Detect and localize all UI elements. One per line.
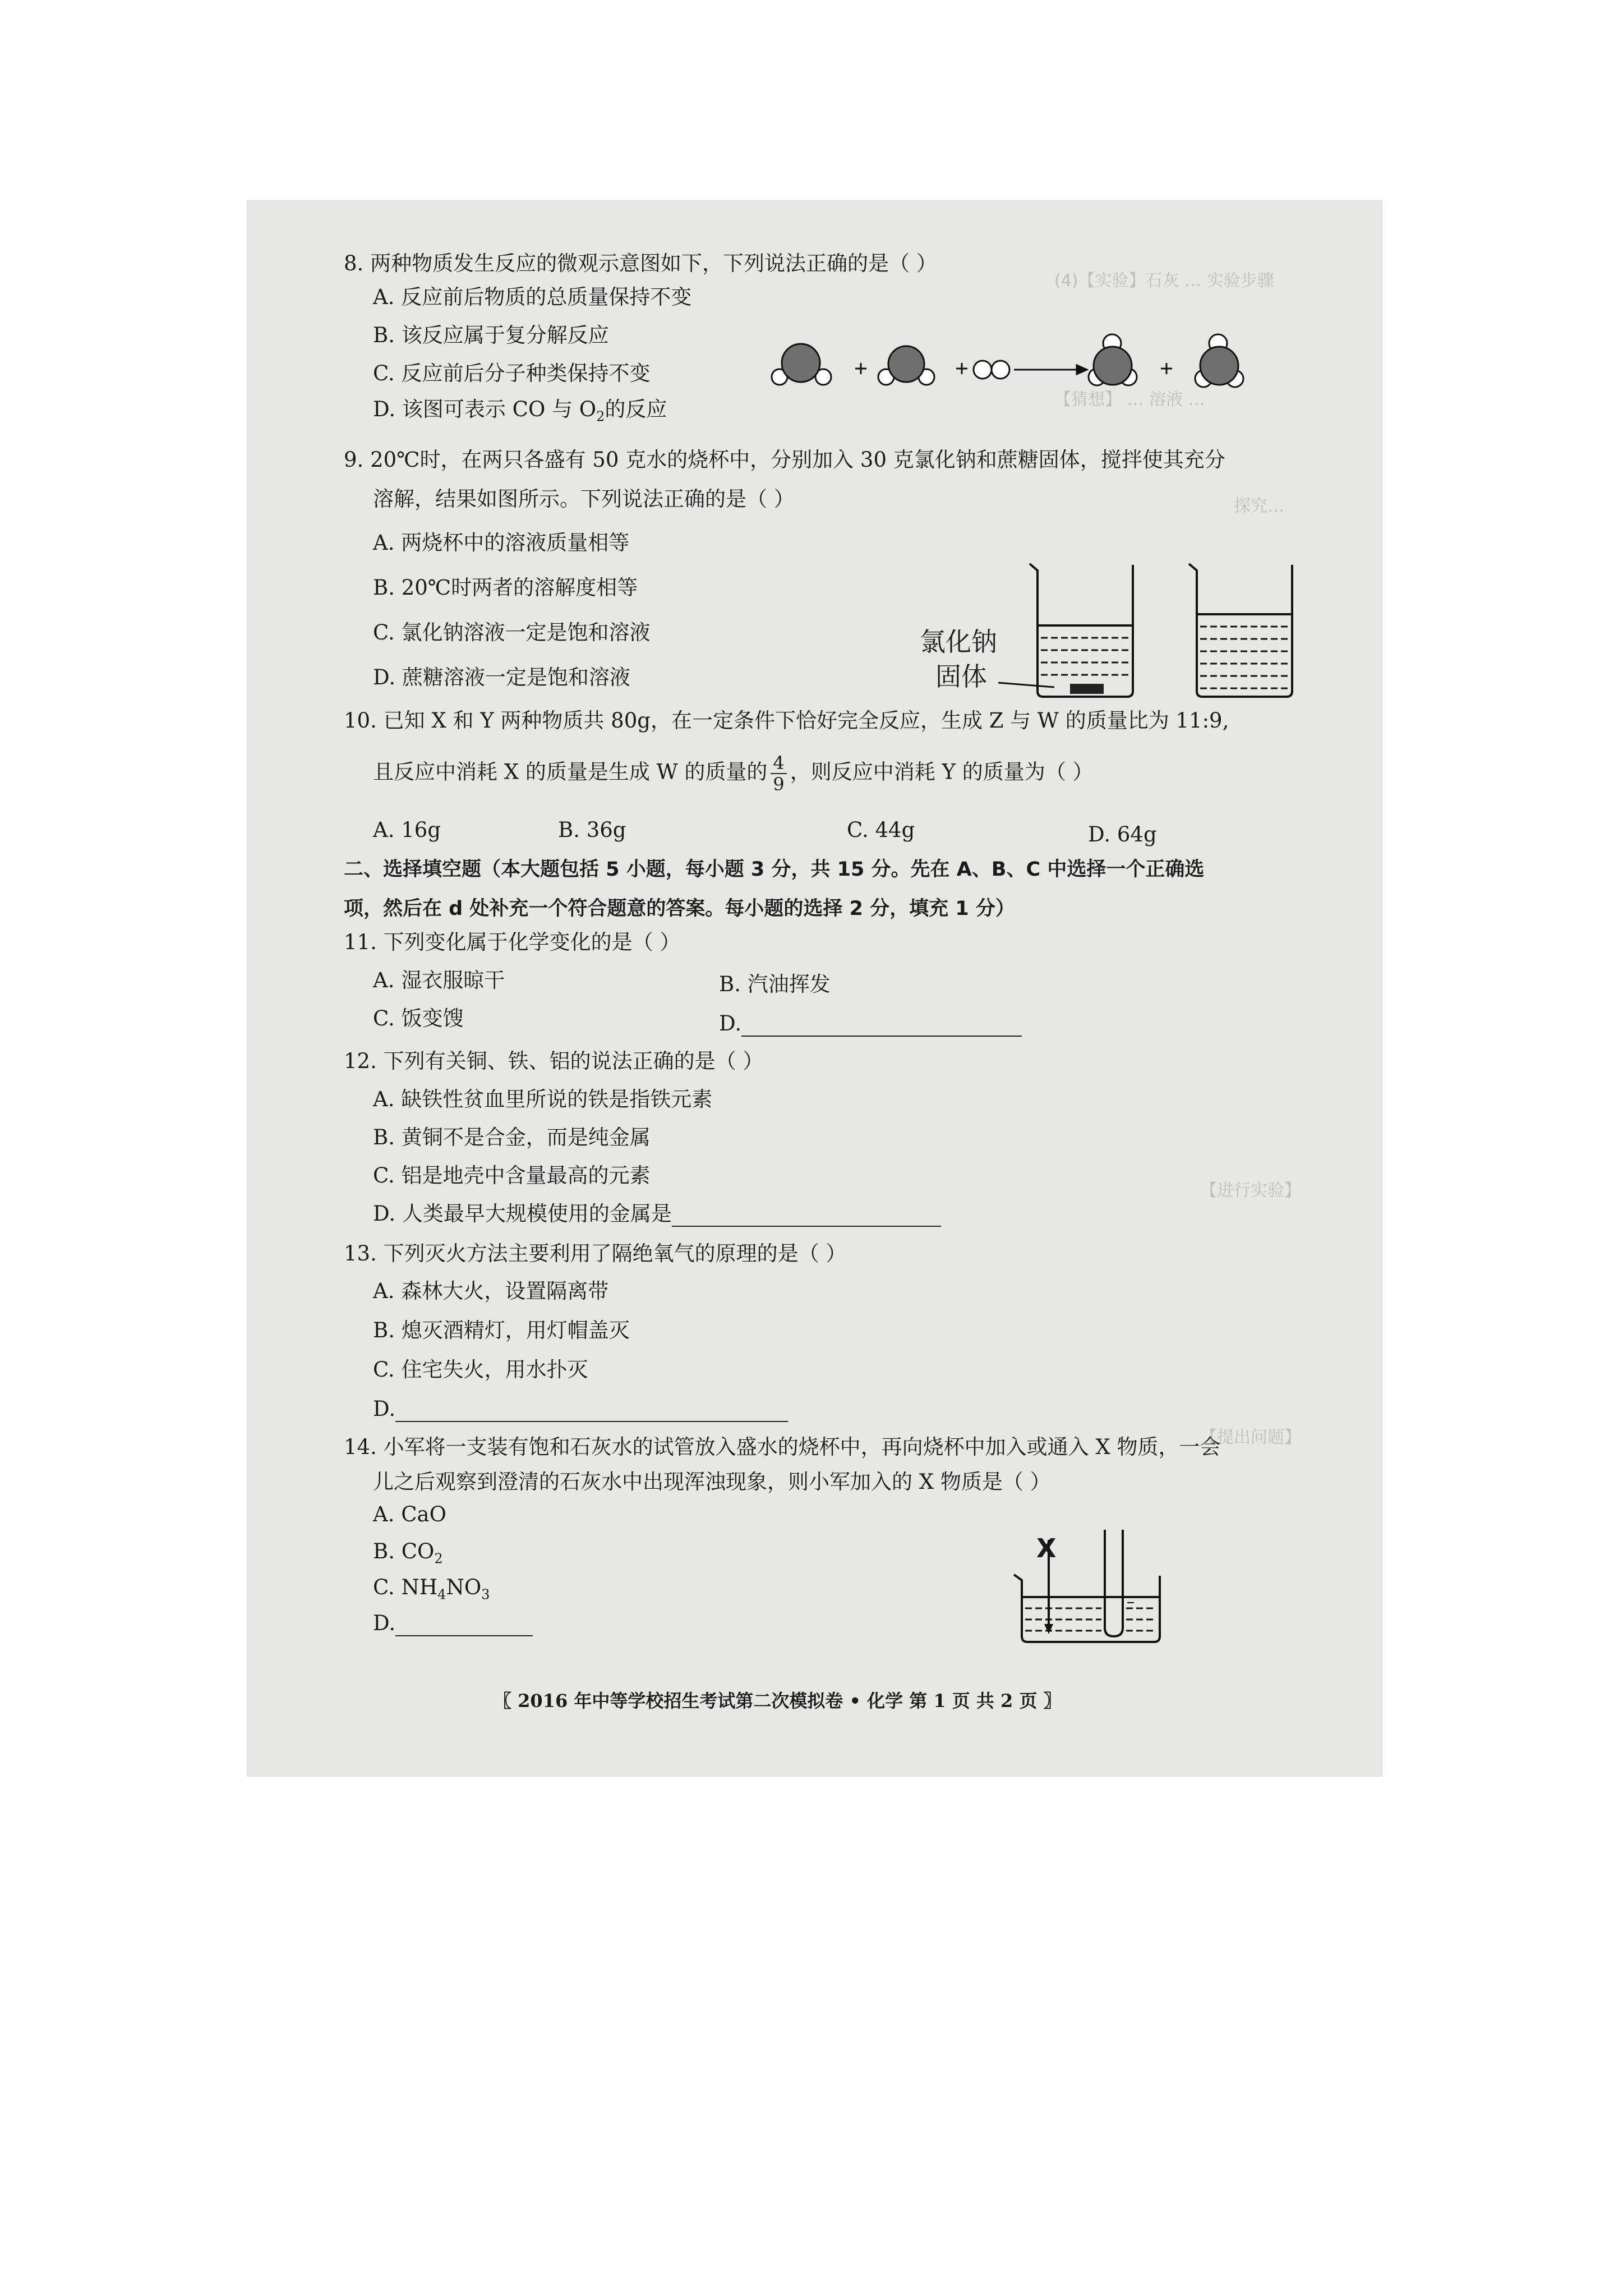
bleed-through-text: 【进行实验】: [1200, 1181, 1301, 1200]
q12-option-b: B. 黄铜不是合金，而是纯金属: [373, 1125, 651, 1149]
q13-stem: 13. 下列灭火方法主要利用了隔绝氧气的原理的是（ ）: [344, 1241, 847, 1266]
fraction-four-ninths: $\frac{4}{9}$: [771, 753, 786, 794]
q11-option-a: A. 湿衣服晾干: [373, 968, 505, 992]
q10-option-c: C. 44g: [847, 818, 915, 842]
beaker-test-tube-diagram: [1009, 1524, 1178, 1648]
q9-option-c: C. 氯化钠溶液一定是饱和溶液: [373, 620, 651, 645]
q9-option-d: D. 蔗糖溶液一定是饱和溶液: [373, 665, 630, 689]
q8-stem: 8. 两种物质发生反应的微观示意图如下，下列说法正确的是（ ）: [344, 251, 937, 275]
q11-answer-blank[interactable]: [741, 1015, 1022, 1037]
q8-option-d: D. 该图可表示 CO 与 $O_2$的反应: [373, 397, 667, 425]
page-footer: 〖 2016 年中等学校招生考试第二次模拟卷 • 化学 第 1 页 共 2 页 〗: [494, 1690, 1062, 1711]
section2-heading-line1: 二、选择填空题（本大题包括 5 小题，每小题 3 分，共 15 分。先在 A、B、C 中选择一个正确选: [344, 858, 1205, 881]
q10-stem-line1: 10. 已知 X 和 Y 两种物质共 80g，在一定条件下恰好完全反应，生成 Z 与 W 的质量比为 11:9,: [344, 708, 1229, 733]
q14-stem-line2: 儿之后观察到澄清的石灰水中出现浑浊现象，则小军加入的 X 物质是（ ）: [373, 1470, 1051, 1494]
q14-option-b: B. $CO_2$: [373, 1539, 443, 1567]
q9-option-a: A. 两烧杯中的溶液质量相等: [373, 531, 630, 555]
q14-option-c: C. $NH_4NO_3$: [373, 1575, 490, 1603]
q12-stem: 12. 下列有关铜、铁、铝的说法正确的是（ ）: [344, 1049, 764, 1073]
q11-stem: 11. 下列变化属于化学变化的是（ ）: [344, 930, 681, 954]
q12-option-d: D. 人类最早大规模使用的金属是: [373, 1201, 941, 1227]
q13-option-d: D.: [373, 1396, 788, 1422]
q11-option-d: D.: [719, 1011, 1022, 1037]
q11-option-b: B. 汽油挥发: [719, 972, 831, 996]
q14-x-label: X: [1036, 1533, 1057, 1563]
bleed-through-text: 探究…: [1234, 496, 1284, 516]
q13-answer-blank[interactable]: [395, 1401, 788, 1422]
q11-option-c: C. 饭变馊: [373, 1006, 464, 1030]
q10-option-d: D. 64g: [1088, 822, 1157, 846]
q13-option-c: C. 住宅失火，用水扑灭: [373, 1358, 588, 1382]
q12-answer-blank[interactable]: [672, 1205, 941, 1227]
q14-option-d: D.: [373, 1611, 533, 1636]
q9-option-b: B. 20℃时两者的溶解度相等: [373, 576, 638, 600]
q9-label-arrow: [998, 671, 1066, 694]
q12-option-c: C. 铝是地壳中含量最高的元素: [373, 1163, 651, 1188]
bleed-through-text: (4)【实验】石灰 … 实验步骤: [1054, 271, 1274, 291]
q10-stem-line2: 且反应中消耗 X 的质量是生成 W 的质量的 $\frac{4}{9}$ ，则反应中消耗 Y 的质量为（ ）: [373, 752, 1094, 795]
q13-option-a: A. 森林大火，设置隔离带: [373, 1279, 609, 1303]
q14-stem-line1: 14. 小军将一支装有饱和石灰水的试管放入盛水的烧杯中，再向烧杯中加入或通入 X 物质，一会: [344, 1435, 1221, 1459]
q8-option-b: B. 该反应属于复分解反应: [373, 323, 609, 347]
q8-option-c: C. 反应前后分子种类保持不变: [373, 361, 651, 385]
q9-label-sodium-chloride: 氯化钠: [920, 627, 997, 657]
q9-stem-line2: 溶解，结果如图所示。下列说法正确的是（ ）: [373, 487, 795, 511]
section2-heading-line2: 项，然后在 d 处补充一个符合题意的答案。每小题的选择 2 分，填充 1 分）: [344, 898, 1015, 920]
q14-option-a: A. CaO: [373, 1502, 446, 1526]
reaction-diagram: [763, 324, 1324, 402]
q10-option-a: A. 16g: [373, 818, 441, 842]
q14-answer-blank[interactable]: [395, 1615, 533, 1636]
bleed-through-text: 【提出问题】: [1200, 1428, 1301, 1447]
q12-option-a: A. 缺铁性贫血里所说的铁是指铁元素: [373, 1087, 713, 1111]
q9-label-solid: 固体: [935, 661, 987, 692]
q9-stem-line1: 9. 20℃时，在两只各盛有 50 克水的烧杯中，分别加入 30 克氯化钠和蔗糖固体，搅拌使其充分: [344, 448, 1225, 472]
exam-paper: [247, 200, 1382, 1777]
q8-option-a: A. 反应前后物质的总质量保持不变: [373, 285, 692, 309]
q10-option-b: B. 36g: [558, 818, 626, 842]
q13-option-b: B. 熄灭酒精灯，用灯帽盖灭: [373, 1318, 630, 1342]
bleed-through-text: 【猜想】 … 溶液 …: [1054, 390, 1205, 409]
